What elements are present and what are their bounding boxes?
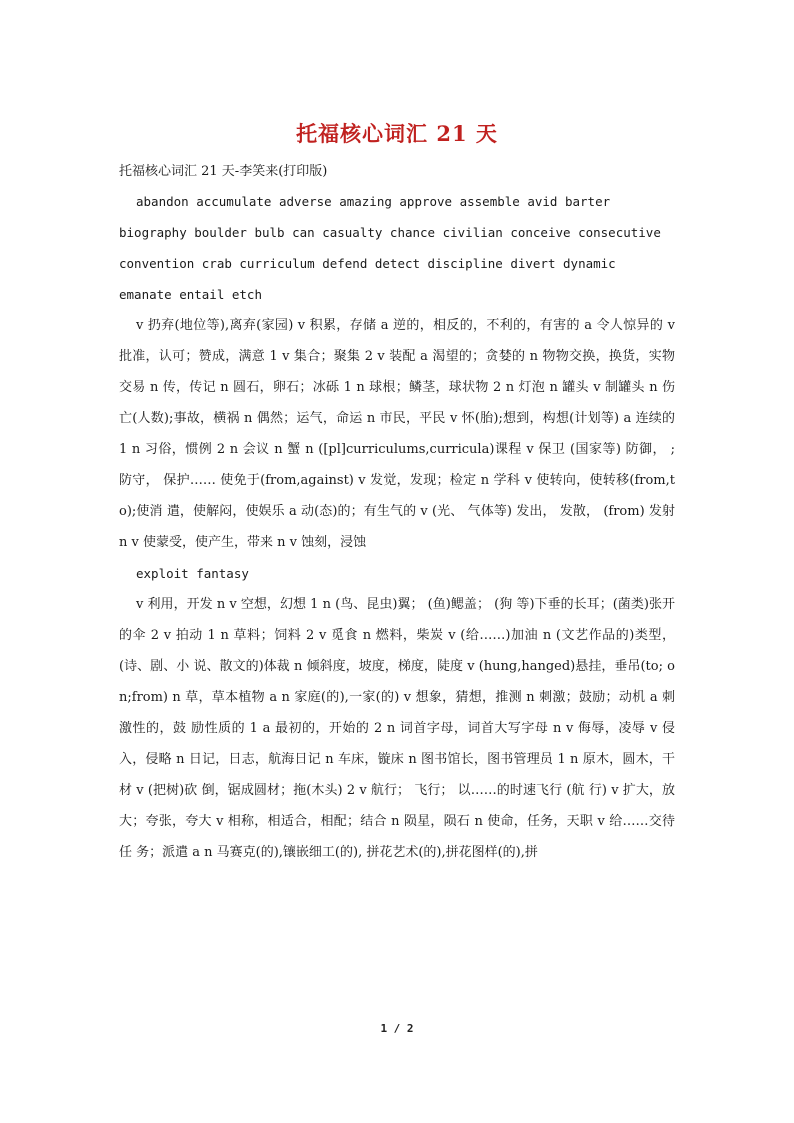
definition-paragraph: v 利用，开发 n v 空想，幻想 1 n (鸟、昆虫)翼； (鱼)鳃盖； (狗 等)下垂的长耳；(菌类)张开的伞 2 v 拍动 1 n 草料；饲料 2 v 觅食 n 燃料，柴炭 v (给……)加油 n (文艺作品的)类型，(诗、剧、小 说、散文的)体裁 n 倾斜度，坡度，梯度，陡度 v (hung,hanged)悬挂，垂吊(to; on;from) n 草，草本植物 a n 家庭(的),一家(的) v 想象，猜想，推测 n 刺激；鼓励；动机 a 刺激性的，鼓 励性质的 1 a 最初的，开始的 2 n 词首字母，词首大写字母 n v 侮辱，凌辱 v 侵入，侵略 n 日记，日志，航海日记 n 车床，镟床 n 图书馆长，图书管理员 1 n 原木，圆木，干材 v (把树)砍 倒，锯成圆材；拖(木头) 2 v 航行； 飞行； 以……的时速飞行 (航 行) v 扩大，放大；夸张，夸大 v 相称，相适合，相配；结合 n 陨星，陨石 n 使命，任务，天职 v 给……交待任 务；派遣 a n 马赛克(的),镶嵌细工(的), 拼花艺术(的),拼花图样(的),拼 [119, 597, 675, 860]
document-title: 托福核心词汇 21 天 [296, 121, 498, 146]
definition-paragraph: v 扔弃(地位等),离弃(家园) v 积累，存储 a 逆的，相反的，不利的，有害的 a 令人惊异的 v 批准，认可；赞成，满意 1 v 集合；聚集 2 v 装配 a 渴望的；贪婪的 n 物物交换，换货，实物交易 n 传，传记 n 圆石，卵石；冰砾 1 n 球根；鳞茎，球状物 2 n 灯泡 n 罐头 v 制罐头 n 伤亡(人数);事故，横祸 n 偶然；运气，命运 n 市民，平民 v 怀(胎);想到，构想(计划等) a 连续的 1 n 习俗，惯例 2 n 会议 n 蟹 n ([pl]curriculums,curricula)课程 v 保卫 (国家等) 防御， ; 防守， 保护…… 使免于(from,against) v 发觉，发现；检定 n 学科 v 使转向，使转移(from,to);使消 遣，使解闷，使娱乐 a 动(态)的；有生气的 v (光、 气体等) 发出， 发散， (from) 发射 n v 使蒙受，使产生，带来 n v 蚀刻，浸蚀 [119, 318, 675, 550]
page-number: 1 / 2 [380, 1022, 414, 1035]
word-list-paragraph: abandon accumulate adverse amazing approve assemble avid barter biography boulder bulb can casualty chance civilian conceive consecutive convention crab curriculum defend detect discipline divert dynamic emanate entail etch [119, 194, 661, 302]
word-list-paragraph: exploit fantasy [136, 566, 249, 581]
document-subtitle: 托福核心词汇 21 天-李笑来(打印版) [119, 164, 328, 179]
document-body [119, 158, 675, 868]
